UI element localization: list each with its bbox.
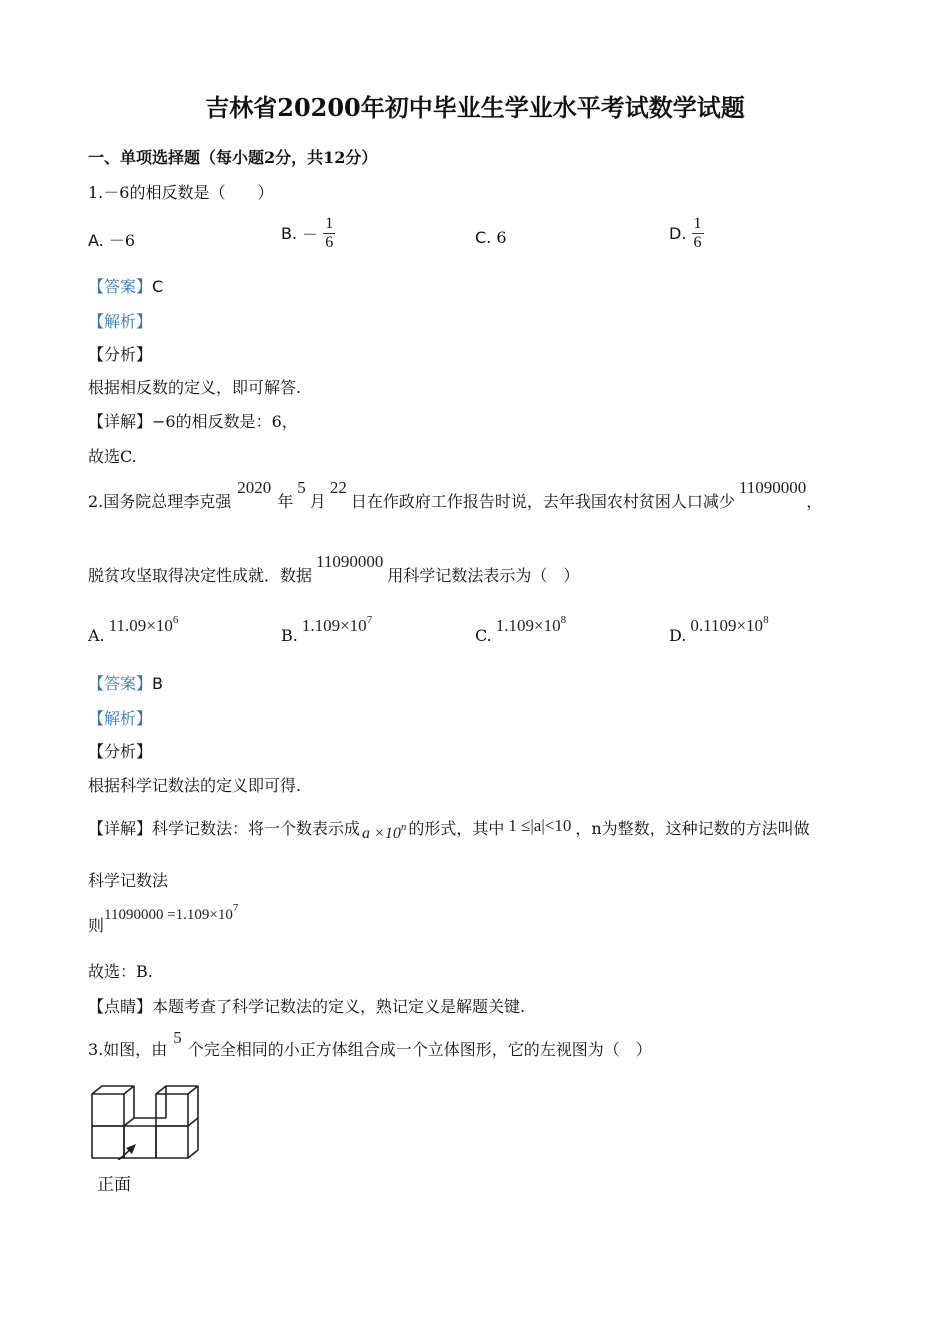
q1-fenxi: 【分析】 — [88, 345, 153, 364]
q2-fenxi: 【分析】 — [88, 742, 153, 761]
front-label: 正面 — [97, 1175, 131, 1195]
section-heading: 一、单项选择题（每小题2分，共12分） — [88, 148, 378, 167]
fraction: $\frac{1}{6}$ — [325, 215, 334, 251]
q1-option-d: D. $\frac{1}{6}$ — [669, 215, 702, 251]
q1-option-b: B. － $\frac{1}{6}$ — [281, 215, 334, 251]
q2-option-b: $B.1.109\times 10^7$ — [281, 614, 373, 645]
q2-stem-line1: 2.国务院总理李克强2020年5月22日在作政府工作报告时说，去年我国农村贫困人口减少11090000， — [88, 478, 823, 511]
q1-option-c: C. 6 — [475, 228, 507, 247]
q2-option-c: $C.1.109\times 10^8$ — [475, 614, 567, 645]
q1-detail: 【详解】−6的相反数是：6， — [88, 412, 298, 431]
q2-dianjing: 【点睛】本题考查了科学记数法的定义，熟记定义是解题关键. — [88, 997, 526, 1016]
q2-answer: 【答案】B — [88, 674, 163, 693]
q2-stem-line2: 脱贫攻坚取得决定性成就．数据11090000用科学记数法表示为（ ） — [88, 552, 580, 585]
q1-analysis-tag: 【解析】 — [88, 312, 153, 331]
q1-answer: 【答案】C — [88, 277, 164, 296]
q2-choose: 故选：B. — [88, 962, 153, 981]
q1-choose: 故选C. — [88, 447, 137, 466]
q3-stem: 3.如图，由5个完全相同的小正方体组合成一个立体图形，它的左视图为（ ） — [88, 1028, 652, 1059]
q2-analysis-tag: 【解析】 — [88, 709, 153, 728]
q1-fenxi-text: 根据相反数的定义，即可解答. — [88, 378, 302, 397]
q2-fenxi-text: 根据科学记数法的定义即可得. — [88, 776, 302, 795]
q2-ze: 则$11090000 =1.109\times 10^7$ — [88, 902, 239, 935]
q1-stem: 1.－6的相反数是（ ） — [88, 183, 274, 202]
q2-detail-line2: 科学记数法 — [88, 871, 169, 890]
q1-option-a: A. －6 — [88, 231, 136, 250]
q2-option-a: $A.11.09\times 10^6$ — [88, 614, 179, 645]
q2-option-d: $D.0.1109\times 10^8$ — [669, 614, 769, 645]
q2-detail: 【详解】科学记数法：将一个数表示成 $a \times 10^n$ 的形式，其中 1 ≤|a|<10 ，n为整数，这种记数的方法叫做 — [88, 816, 810, 842]
fraction: $\frac{1}{6}$ — [693, 215, 702, 251]
cube-figure — [86, 1080, 206, 1160]
page-title: 吉林省20200年初中毕业生学业水平考试数学试题 — [205, 93, 745, 122]
